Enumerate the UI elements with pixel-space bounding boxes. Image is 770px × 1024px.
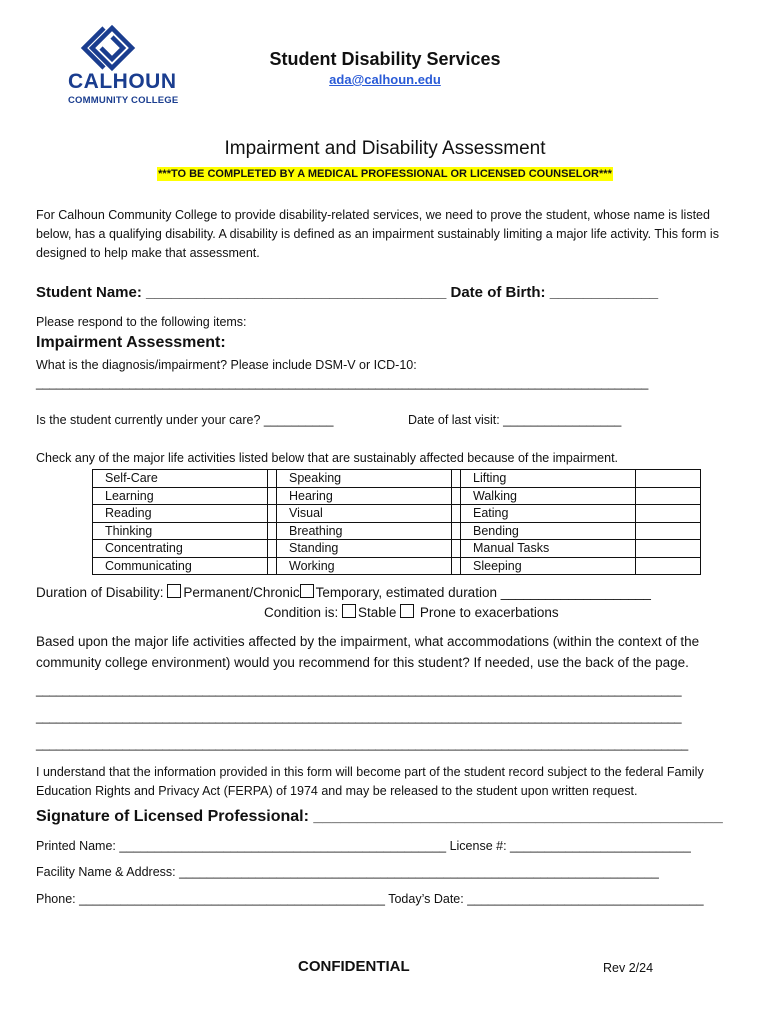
accommodations-line-1[interactable]: _________________________________________________________________________________________________ (36, 683, 682, 697)
student-name-label: Student Name: (36, 284, 147, 301)
activity-label: Speaking (277, 470, 452, 488)
respond-text: Please respond to the following items: (36, 315, 247, 329)
intro-paragraph: For Calhoun Community College to provide disability-related services, we need to prove the student, whose name is listed below, has a qualifying disability. A disability is defined as an impairment sustainably limiting a major life activity. This form is designed to help make that assessment. (36, 208, 719, 260)
stable-checkbox[interactable] (342, 604, 356, 618)
dob-field[interactable]: _____________ (549, 284, 659, 301)
impairment-heading: Impairment Assessment: (36, 334, 226, 351)
activity-checkbox-cell[interactable] (636, 487, 701, 505)
activity-checkbox-cell[interactable] (452, 522, 461, 540)
activity-label: Lifting (461, 470, 636, 488)
duration-label: Duration of Disability: (36, 585, 168, 600)
logo-wordmark: CALHOUN (68, 70, 177, 93)
activity-checkbox-cell[interactable] (268, 505, 277, 523)
form-title: Impairment and Disability Assessment (224, 138, 546, 159)
dob-label: Date of Birth: (446, 284, 550, 301)
temporary-label: Temporary, estimated duration ____________________ (315, 585, 651, 600)
activity-checkbox-cell[interactable] (636, 470, 701, 488)
activity-checkbox-cell[interactable] (452, 487, 461, 505)
activity-row (93, 557, 701, 575)
department-title: Student Disability Services (269, 49, 501, 69)
instruction-banner (0, 164, 770, 182)
activity-label: Working (277, 557, 452, 575)
permanent-checkbox[interactable] (167, 584, 181, 598)
condition-row (264, 604, 559, 620)
activity-checkbox-cell[interactable] (636, 557, 701, 575)
activity-row (93, 470, 701, 488)
email-link[interactable]: ada@calhoun.edu (329, 72, 441, 87)
activity-label: Walking (461, 487, 636, 505)
activity-checkbox-cell[interactable] (268, 540, 277, 558)
activity-checkbox-cell[interactable] (268, 487, 277, 505)
activity-row (93, 505, 701, 523)
activity-label: Bending (461, 522, 636, 540)
student-name-row (36, 284, 658, 301)
accommodations-question: Based upon the major life activities affected by the impairment, what accommodations (within the context of the community college environment) would you recommend for this student? If needed, use the back of the page. (36, 634, 700, 670)
activity-label: Manual Tasks (461, 540, 636, 558)
condition-label: Condition is: (264, 605, 343, 620)
activity-label: Learning (93, 487, 268, 505)
activity-label: Eating (461, 505, 636, 523)
prone-label: Prone to exacerbations (416, 605, 559, 620)
duration-row (36, 584, 651, 600)
activity-label: Sleeping (461, 557, 636, 575)
activity-checkbox-cell[interactable] (636, 540, 701, 558)
printed-name-field[interactable]: Printed Name: _______________________________________________ License #: __________________________ (36, 839, 691, 853)
activity-checkbox-cell[interactable] (452, 470, 461, 488)
activity-checkbox-cell[interactable] (452, 557, 461, 575)
ferpa-statement: I understand that the information provided in this form will become part of the student record subject to the federal Family Education Rights and Privacy Act (FERPA) of 1974 and may be released to the student upon written request. (36, 765, 704, 798)
temporary-checkbox[interactable] (300, 584, 314, 598)
activity-checkbox-cell[interactable] (452, 505, 461, 523)
signature-row (36, 808, 723, 826)
activity-checkbox-cell[interactable] (636, 505, 701, 523)
activity-label: Concentrating (93, 540, 268, 558)
logo-subtitle: COMMUNITY COLLEGE (68, 95, 179, 106)
activities-table (92, 469, 701, 575)
under-care-field[interactable]: Is the student currently under your care? __________ (36, 413, 334, 427)
diagnosis-field[interactable]: ____________________________________________________________________________________________ (36, 376, 648, 390)
check-instructions: Check any of the major life activities listed below that are sustainably affected because of the impairment. (36, 451, 619, 465)
signature-field[interactable]: ______________________________________________ (313, 808, 723, 825)
activity-label: Hearing (277, 487, 452, 505)
activity-label: Thinking (93, 522, 268, 540)
student-name-field[interactable]: ____________________________________ (146, 284, 447, 301)
activity-label: Self-Care (93, 470, 268, 488)
activity-checkbox-cell[interactable] (636, 522, 701, 540)
diagnosis-question: What is the diagnosis/impairment? Please include DSM-V or ICD-10: (36, 358, 417, 372)
signature-label: Signature of Licensed Professional: (36, 808, 314, 825)
accommodations-line-3[interactable]: __________________________________________________________________________________________________ (36, 737, 688, 751)
activity-checkbox-cell[interactable] (268, 470, 277, 488)
activity-row (93, 540, 701, 558)
banner-text: ***TO BE COMPLETED BY A MEDICAL PROFESSIONAL OR LICENSED COUNSELOR*** (158, 168, 612, 180)
accommodations-line-2[interactable]: _________________________________________________________________________________________________ (36, 710, 682, 724)
activity-row (93, 522, 701, 540)
activity-label: Communicating (93, 557, 268, 575)
activity-checkbox-cell[interactable] (268, 557, 277, 575)
activity-label: Standing (277, 540, 452, 558)
revision-label: Rev 2/24 (603, 961, 654, 975)
last-visit-field[interactable]: Date of last visit: _________________ (408, 413, 622, 427)
activity-label: Visual (277, 505, 452, 523)
permanent-label: Permanent/Chronic (183, 585, 300, 600)
activity-checkbox-cell[interactable] (452, 540, 461, 558)
activity-checkbox-cell[interactable] (268, 522, 277, 540)
facility-field[interactable]: Facility Name & Address: _____________________________________________________________________ (36, 865, 659, 879)
phone-field[interactable]: Phone: ____________________________________________ Today’s Date: __________________________________ (36, 892, 704, 906)
prone-checkbox[interactable] (400, 604, 414, 618)
activity-label: Breathing (277, 522, 452, 540)
activity-label: Reading (93, 505, 268, 523)
activity-row (93, 487, 701, 505)
stable-label: Stable (358, 605, 401, 620)
confidential-label: CONFIDENTIAL (298, 958, 410, 975)
